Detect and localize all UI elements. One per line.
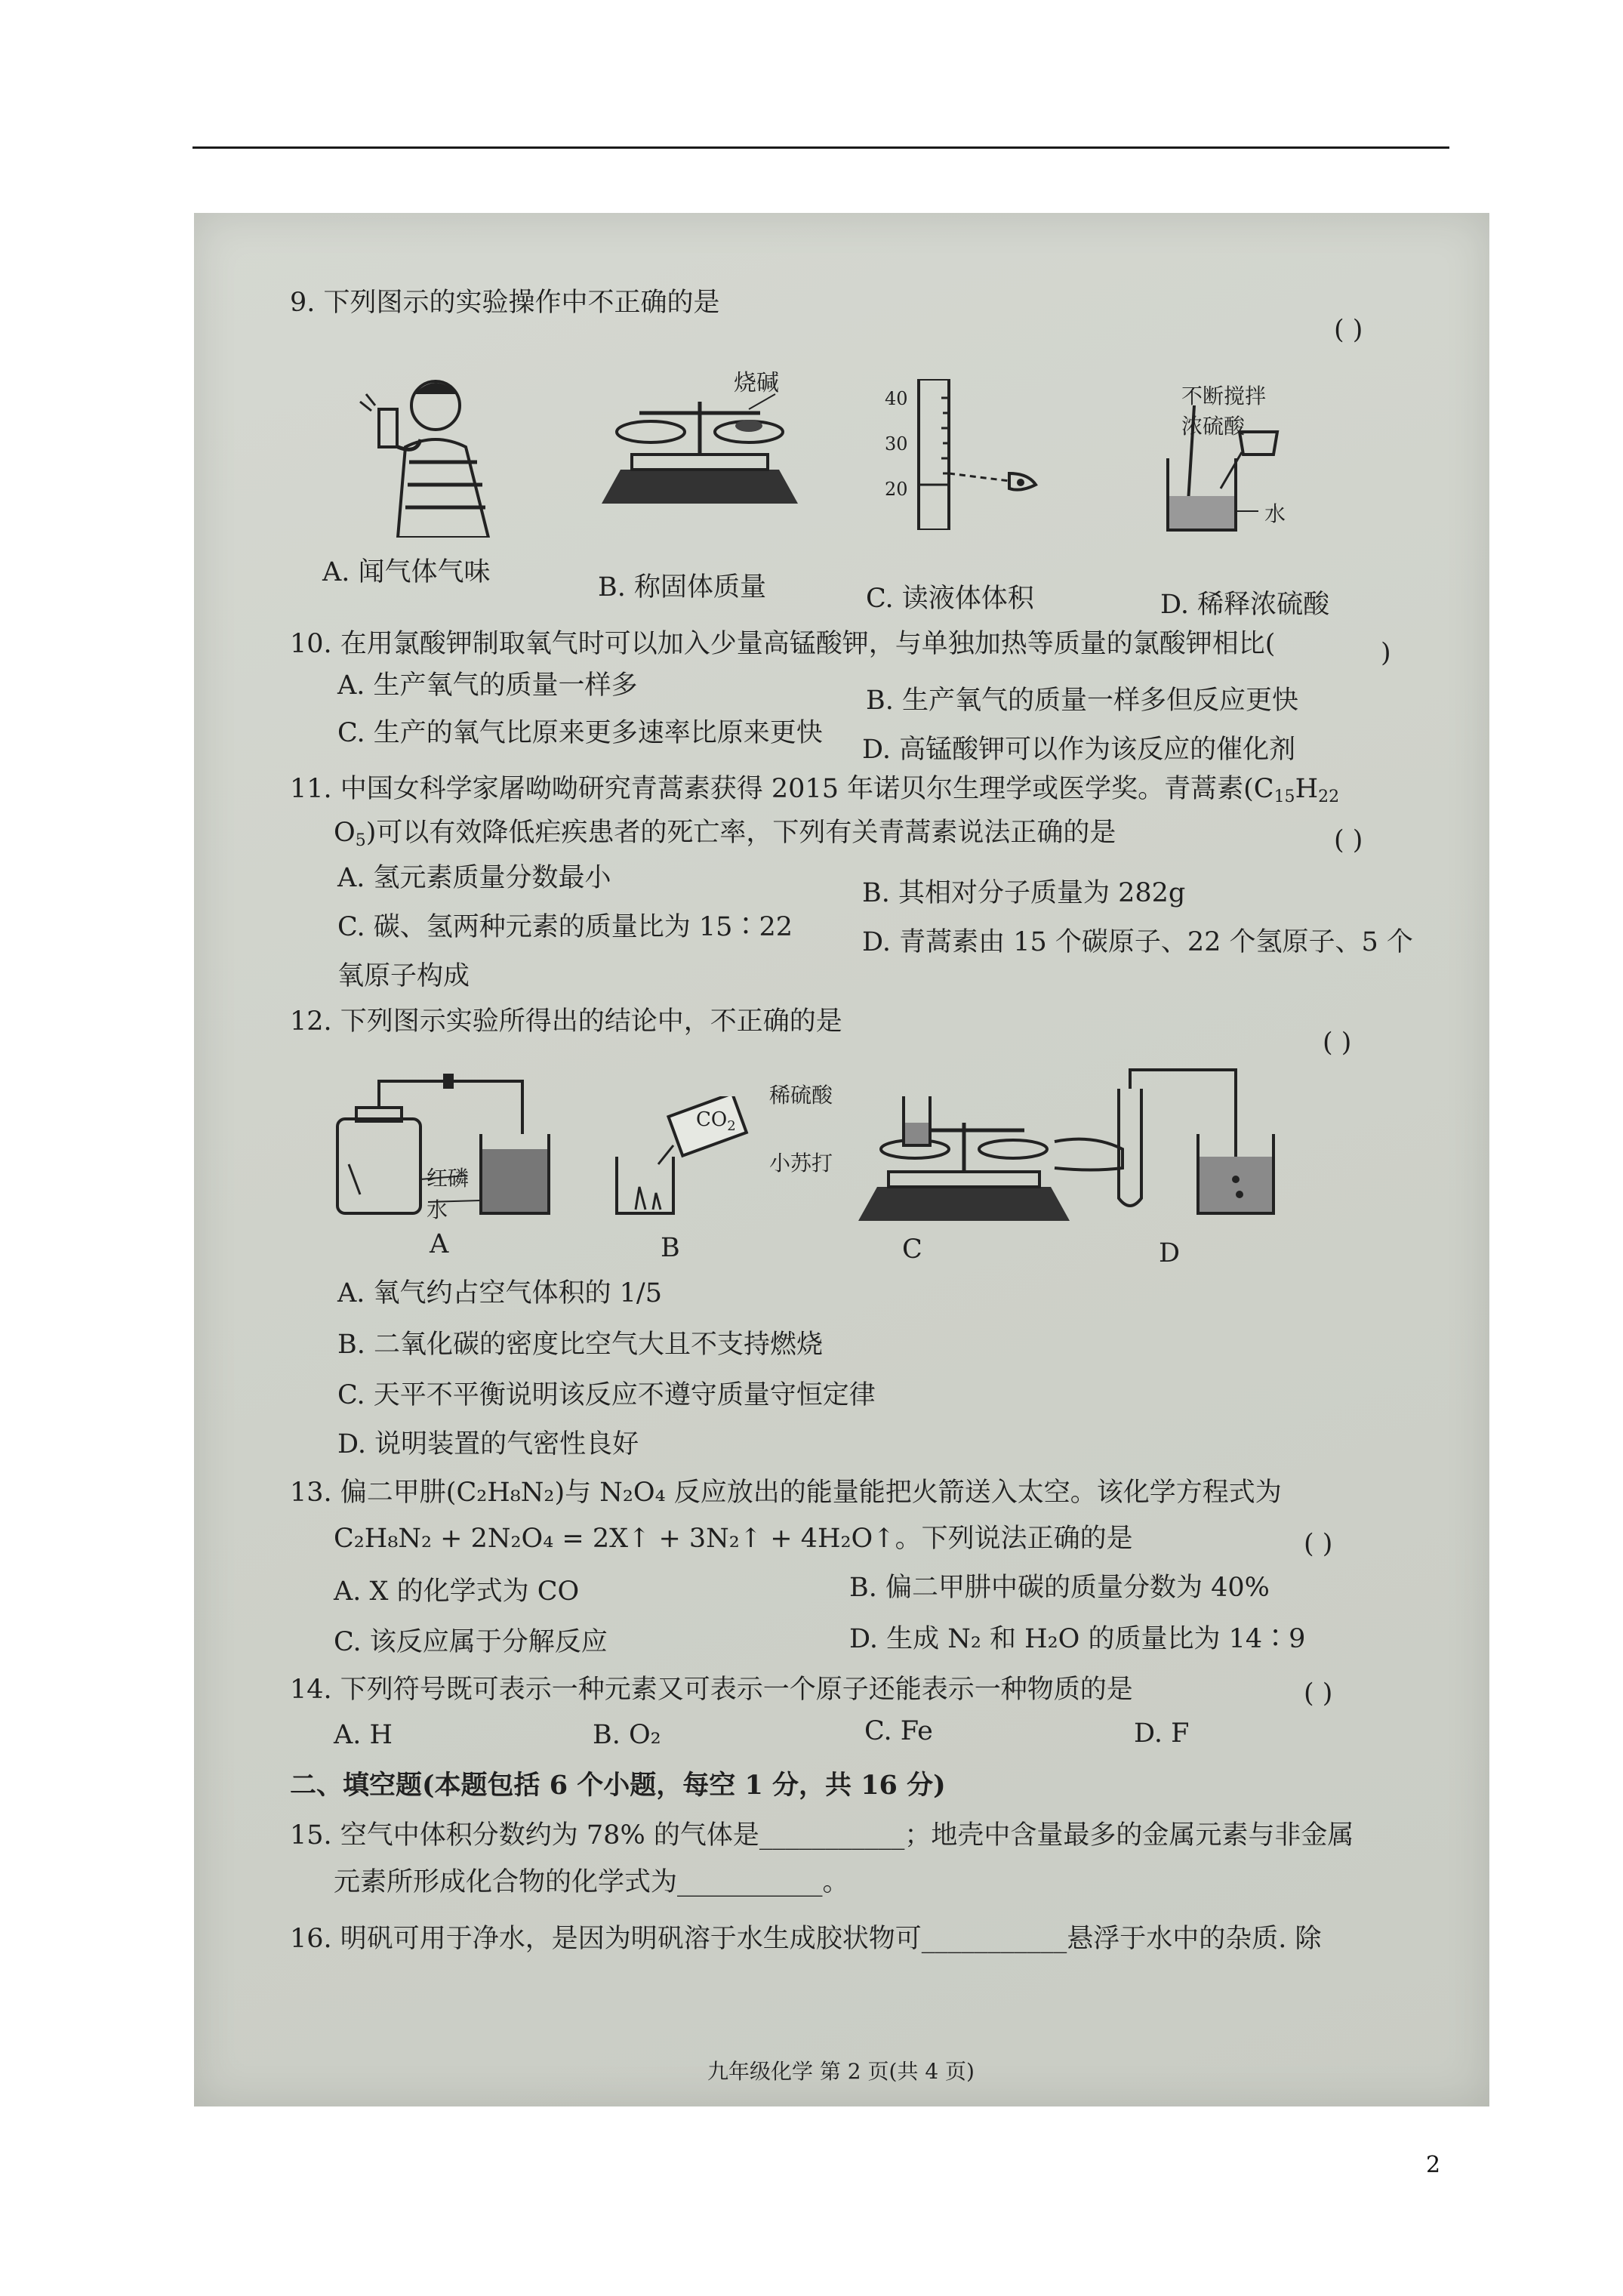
q9-option-d: D. 稀释浓硫酸 [1160,590,1330,620]
q11-option-b: B. 其相对分子质量为 282g [862,878,1186,908]
q12-option-b: B. 二氧化碳的密度比空气大且不支持燃烧 [337,1330,823,1360]
q13-option-c: C. 该反应属于分解反应 [334,1627,608,1657]
q12-answer-blank: ( ) [1323,1028,1352,1058]
q12-label-water: 水 [427,1197,448,1222]
q10-option-b: B. 生产氧气的质量一样多但反应更快 [866,686,1298,716]
q11-line2: O5)可以有效降低疟疾患者的死亡率，下列有关青蒿素说法正确的是 [334,818,1116,850]
q10-option-a: A. 生产氧气的质量一样多 [337,670,638,701]
q9-option-a: A. 闻气体气味 [322,557,491,587]
q12-label-dilute-acid: 稀硫酸 [769,1083,833,1108]
q9-label-water: 水 [1264,501,1286,526]
q15-line1: 15. 空气中体积分数约为 78% 的气体是___________；地壳中含量最多的金属元素与非金属 [290,1820,1354,1851]
header-rule [192,146,1449,149]
q14-option-b: B. O₂ [593,1720,661,1750]
q13-equation: C₂H₈N₂ + 2N₂O₄ = 2X↑ + 3N₂↑ + 4H₂O↑。下列说法正确的是 [334,1524,1133,1554]
q9-stem: 9. 下列图示的实验操作中不正确的是 [290,288,720,318]
q9-figure-a-smell [345,364,541,538]
q10-option-d: D. 高锰酸钾可以作为该反应的催化剂 [862,735,1296,765]
exam-photo [194,213,1489,2106]
q9-answer-blank: ( ) [1334,315,1363,345]
q9-label-stir: 不断搅拌 [1181,384,1267,408]
q13-option-d: D. 生成 N₂ 和 H₂O 的质量比为 14∶9 [849,1624,1306,1654]
q12-figure-label-c: C [902,1234,922,1265]
q12-label-baking-soda: 小苏打 [769,1151,833,1176]
q12-figure-d [1047,1066,1289,1217]
q12-figure-b [602,1096,768,1217]
q9-tick-40: 40 [885,388,908,409]
q12-option-c: C. 天平不平衡说明该反应不遵守质量守恒定律 [337,1380,876,1410]
q14-option-d: D. F [1134,1718,1190,1749]
q11-option-d-cont: 氧原子构成 [337,961,470,991]
q13-option-b: B. 偏二甲肼中碳的质量分数为 40% [849,1573,1270,1603]
q11-option-c: C. 碳、氢两种元素的质量比为 15∶22 [337,912,793,942]
page-number: 2 [1426,2152,1441,2178]
q9-figure-c-cylinder [851,379,1047,530]
q11-option-a: A. 氢元素质量分数最小 [337,863,611,893]
q11-option-d: D. 青蒿素由 15 个碳原子、22 个氢原子、5 个 [862,927,1413,957]
q13-line1: 13. 偏二甲肼(C₂H₈N₂)与 N₂O₄ 反应放出的能量能把火箭送入太空。该化学方程式为 [290,1478,1282,1508]
q13-answer-blank: ( ) [1304,1529,1333,1559]
q12-figure-label-a: A [430,1229,449,1259]
q14-option-c: C. Fe [864,1716,933,1746]
q9-option-c: C. 读液体体积 [866,584,1034,614]
q15-line2: 元素所形成化合物的化学式为___________。 [334,1867,849,1897]
q9-option-b: B. 称固体质量 [598,572,766,603]
q16-line1: 16. 明矾可用于净水，是因为明矾溶于水生成胶状物可___________悬浮于水中的杂质. 除 [290,1924,1322,1954]
q12-stem: 12. 下列图示实验所得出的结论中，不正确的是 [290,1006,842,1037]
q11-line1: 11. 中国女科学家屠呦呦研究青蒿素获得 2015 年诺贝尔生理学或医学奖。青蒿素(C15H22 [290,774,1340,806]
q13-option-a: A. X 的化学式为 CO [334,1576,580,1607]
section2-heading: 二、填空题(本题包括 6 个小题，每空 1 分，共 16 分) [290,1770,946,1801]
q9-tick-30: 30 [885,433,908,455]
q12-label-co2: $CO_2$ [696,1108,736,1134]
q14-answer-blank: ( ) [1304,1678,1333,1709]
q12-option-d: D. 说明装置的气密性良好 [337,1429,639,1459]
q12-figure-label-b: B [661,1233,680,1263]
photo-footer: 九年级化学 第 2 页(共 4 页) [707,2059,975,2084]
q14-option-a: A. H [334,1720,393,1750]
q10-stem: 10. 在用氯酸钾制取氧气时可以加入少量高锰酸钾，与单独加热等质量的氯酸钾相比( [290,629,1276,659]
q9-label-acid: 浓硫酸 [1181,414,1246,439]
q10-answer-blank: ) [1381,638,1391,668]
q12-figure-label-d: D [1159,1238,1181,1268]
q14-stem: 14. 下列符号既可表示一种元素又可表示一个原子还能表示一种物质的是 [290,1675,1133,1705]
q12-label-phosphorus: 红磷 [427,1166,470,1191]
q9-figure-b-balance [587,356,813,522]
q9-label-shaojian: 烧碱 [734,370,779,396]
q10-option-c: C. 生产的氧气比原来更多速率比原来更快 [337,718,823,748]
q9-tick-20: 20 [885,479,908,500]
q12-option-a: A. 氧气约占空气体积的 1/5 [337,1278,662,1308]
q11-answer-blank: ( ) [1334,825,1363,855]
